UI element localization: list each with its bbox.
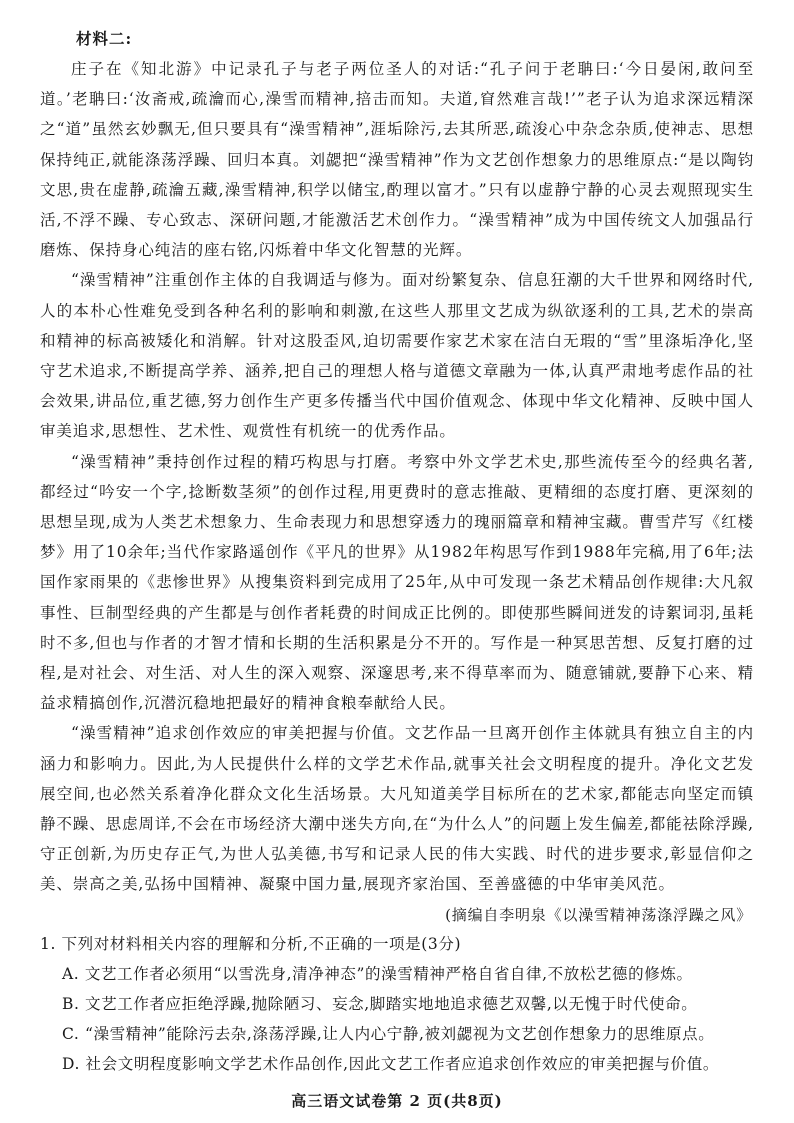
page-footer: 高三语文试卷第 2 页(共8页) [291, 1092, 503, 1110]
option-a: A. 文艺工作者必须用“以雪洗身,清净神态”的澡雪精神严格自省自律,不放松艺德的修炼。 [62, 964, 693, 983]
option-b: B. 文艺工作者应拒绝浮躁,抛除陋习、妄念,脚踏实地地追求德艺双馨,以无愧于时代使命。 [62, 994, 698, 1013]
material-source: (摘编自李明泉《以澡雪精神荡涤浮躁之风》 [445, 905, 752, 924]
material-paragraph-2: “澡雪精神”注重创作主体的自我调适与修为。面对纷繁复杂、信息狂潮的大千世界和网络时代,人的本朴心性难免受到各种名利的影响和刺激,在这些人那里文艺成为纵欲逐利的工具,艺术的崇高和精神的标高被矮化和消解。针对这股歪风,迫切需要作家艺术家在洁白无瑕的“雪”里涤垢净化,坚守艺术追求,不断提高学养、涵养,把自己的理想人格与道德文章融为一体,认真严肃地考虑作品的社会效果,讲品位,重艺德,努力创作生产更多传播当代中国价值观念、体现中华文化精神、反映中国人审美追求,思想性、艺术性、观赏性有机统一的优秀作品。 [40, 271, 754, 441]
material-paragraph-1: 庄子在《知北游》中记录孔子与老子两位圣人的对话:“孔子问于老聃曰:‘今日晏闲,敢问至道。’老聃曰:‘汝斋戒,疏瀹而心,澡雪而精神,掊击而知。夫道,窅然难言哉!’”老子认为追求深远精深之“道”虽然玄妙飘无,但只要具有“澡雪精神”,涯垢除污,去其所恶,疏浚心中杂念杂质,使神志、思想保持纯正,就能涤荡浮躁、回归本真。刘勰把“澡雪精神”作为文艺创作想象力的思维原点:“是以陶钧文思,贵在虚静,疏瀹五藏,澡雪精神,积学以储宝,酌理以富才。”只有以虚静宁静的心灵去观照现实生活,不浮不躁、专心致志、深研问题,才能激活艺术创作力。“澡雪精神”成为中国传统文人加强品行磨炼、保持身心纯洁的座右铭,闪烁着中华文化智慧的光辉。 [40, 60, 754, 260]
question-stem: 1. 下列对材料相关内容的理解和分析,不正确的一项是(3分) [40, 934, 462, 953]
material-heading: 材料二: [76, 29, 133, 48]
option-d: D. 社会文明程度影响文学艺术作品创作,因此文艺工作者应追求创作效应的审美把握与价值。 [62, 1054, 719, 1073]
option-c: C. “澡雪精神”能除污去杂,涤荡浮躁,让人内心宁静,被刘勰视为文艺创作想象力的思维原点。 [62, 1024, 715, 1043]
material-paragraph-4: “澡雪精神”追求创作效应的审美把握与价值。文艺作品一旦离开创作主体就具有独立自主的内涵力和影响力。因此,为人民提供什么样的文学艺术作品,就事关社会文明程度的提升。净化文艺发展空间,也必然关系着净化群众文化生活场景。大凡知道美学目标所在的艺术家,都能志向坚定而镇静不躁、思虑周详,不会在市场经济大潮中迷失方向,在“为什么人”的问题上发生偏差,都能祛除浮躁,守正创新,为历史存正气,为世人弘美德,书写和记录人民的伟大实践、时代的进步要求,彰显信仰之美、崇高之美,弘扬中国精神、凝聚中国力量,展现齐家治国、至善盛德的中华审美风范。 [40, 724, 754, 894]
material-paragraph-3: “澡雪精神”秉持创作过程的精巧构思与打磨。考察中外文学艺术史,那些流传至今的经典名著,都经过“吟安一个字,捻断数茎须”的创作过程,用更费时的意志推敲、更精细的态度打磨、更深刻的思想呈现,成为人类艺术想象力、生命表现力和思想穿透力的瑰丽篇章和精神宝藏。曹雪芹写《红楼梦》用了10余年;当代作家路遥创作《平凡的世界》从1982年构思写作到1988年完稿,用了6年;法国作家雨果的《悲惨世界》从搜集资料到完成用了25年,从中可发现一条艺术精品创作规律:大凡叙事性、巨制型经典的产生都是与创作者耗费的时间成正比例的。即使那些瞬间迸发的诗絮词羽,虽耗时不多,但也与作者的才智才情和长期的生活积累是分不开的。写作是一种冥思苦想、反复打磨的过程,是对社会、对生活、对人生的深入观察、深邃思考,来不得草率而为、随意铺就,要静下心来、精益求精搞创作,沉潜沉稳地把最好的精神食粮奉献给人民。 [40, 452, 754, 713]
